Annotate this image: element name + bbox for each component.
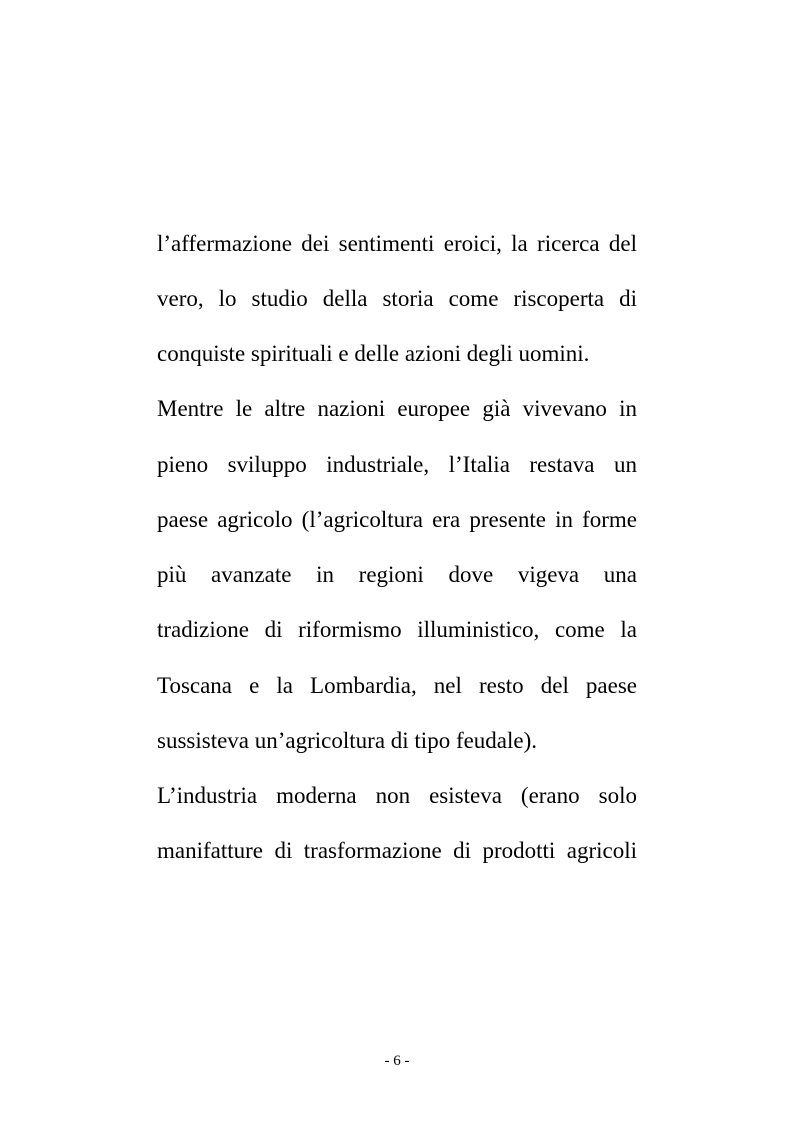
text-line: manifatture di trasformazione di prodotti agricoli — [157, 838, 637, 863]
text-line: vero, lo studio della storia come riscoperta di — [157, 286, 637, 311]
text-line: l’affermazione dei sentimenti eroici, la ricerca del — [157, 231, 637, 256]
page-number: - 6 - — [384, 1053, 410, 1069]
text-line: Toscana e la Lombardia, nel resto del paese — [157, 673, 637, 698]
text-line: tradizione di riformismo illuministico, come la — [157, 617, 637, 642]
text-line: paese agricolo (l’agricoltura era presente in forme — [157, 507, 637, 532]
text-line: più avanzate in regioni dove vigeva una — [157, 562, 637, 587]
text-line: sussisteva un’agricoltura di tipo feudale). — [157, 728, 538, 753]
text-line: conquiste spirituali e delle azioni degli uomini. — [157, 341, 590, 366]
text-line: Mentre le altre nazioni europee già vivevano in — [157, 396, 637, 421]
text-line: L’industria moderna non esisteva (erano solo — [157, 783, 637, 808]
text-line: pieno sviluppo industriale, l’Italia restava un — [157, 452, 637, 477]
